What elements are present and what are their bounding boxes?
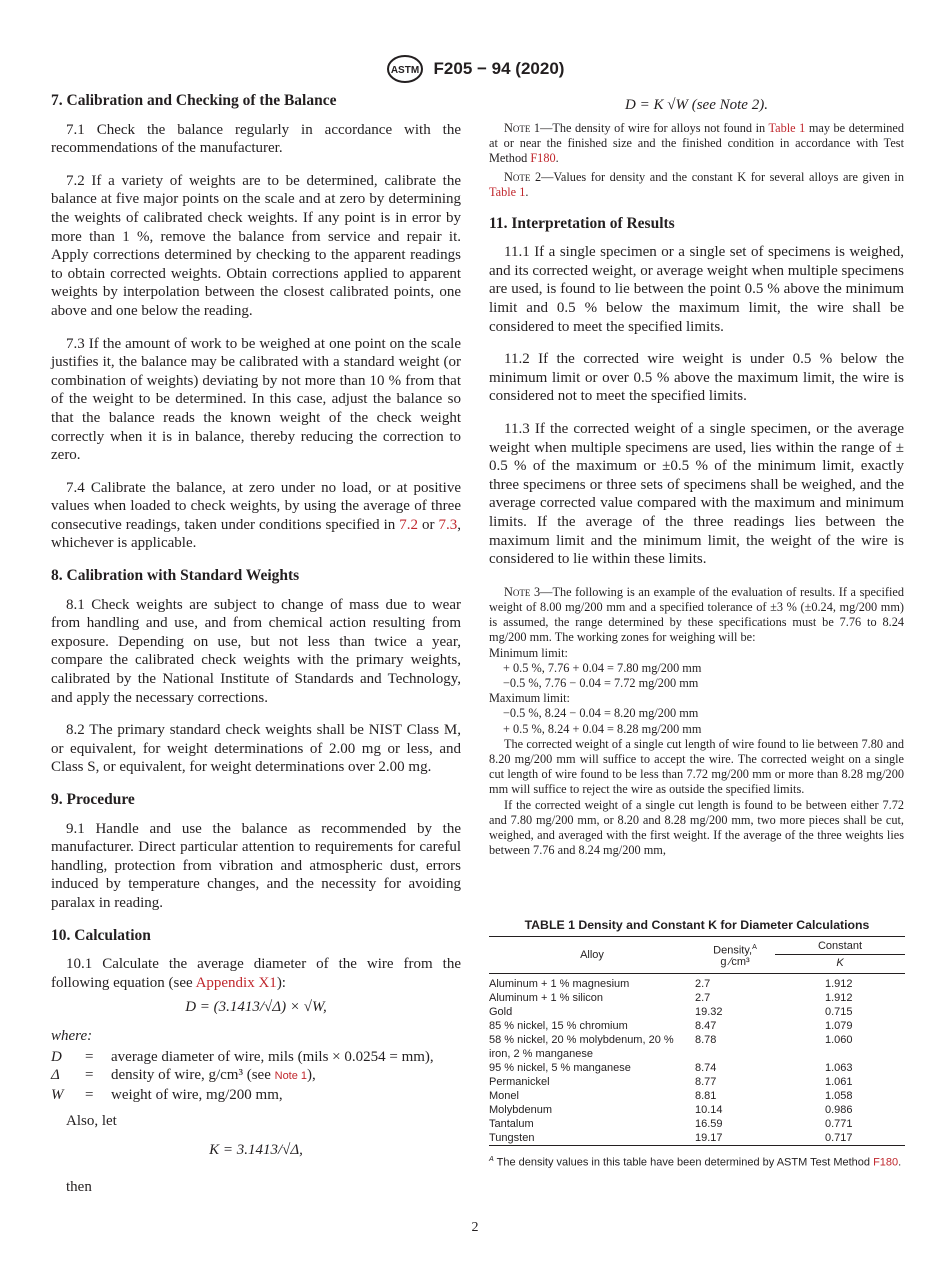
note-2-text-b: .: [525, 185, 529, 200]
header-density-unit: g ⁄cm³: [720, 955, 750, 968]
table-1-block: [489, 918, 905, 1170]
max-limit-line-2: + 0.5 %, 8.24 + 0.04 = 8.28 mg/200 mm: [503, 721, 702, 736]
astm-logo-text: ASTM: [390, 65, 419, 76]
constant-k-cell: 1.061: [825, 1076, 853, 1088]
alloy-cell: Molybdenum: [489, 1104, 552, 1116]
min-limit-line-1: + 0.5 %, 7.76 + 0.04 = 7.80 mg/200 mm: [503, 660, 702, 675]
note-1: [489, 121, 904, 167]
para-10-1-text-b: ):: [276, 974, 286, 991]
constant-k-cell: 1.912: [825, 992, 853, 1004]
para-10-1: [51, 955, 461, 992]
para-10-1-text-a: 10.1 Calculate the average diameter of the wire from the following equation (see: [51, 956, 461, 991]
alloy-cell: 95 % nickel, 5 % manganese: [489, 1062, 631, 1074]
para-7-4-or: or: [418, 516, 439, 533]
constant-k-cell: 1.079: [825, 1020, 853, 1032]
table-row: [489, 1033, 905, 1061]
right-column: [489, 96, 904, 858]
density-cell: 2.7: [695, 992, 711, 1004]
para-11-1: 11.1 If a single specimen or a single set of specimens is weighed, and its corrected weight, or average weight when multiple specimens are used, is found to lie between the point 0.5 % above the minimum limit and 0.5 % below the maximum limit, the wire shall be considered to meet the specified limits.: [489, 244, 904, 335]
link-7-2[interactable]: 7.2: [399, 516, 419, 533]
table-1-footnote: [489, 1152, 905, 1170]
link-7-3[interactable]: 7.3: [438, 516, 458, 533]
table-row: [489, 1075, 905, 1089]
symbol-definitions: [51, 1048, 438, 1105]
definition-row: [51, 1048, 438, 1067]
table-row: [489, 1089, 905, 1103]
definition-row: [51, 1066, 438, 1086]
max-limit-label: Maximum limit:: [489, 691, 570, 706]
def-symbol: Δ: [51, 1067, 60, 1084]
note-1-text-a: —The density of wire for alloys not found in: [540, 120, 769, 135]
constant-k-cell: 0.986: [825, 1104, 853, 1116]
header-density-label: Density,: [713, 944, 753, 957]
density-cell: 8.77: [695, 1076, 717, 1088]
def-description-tail: ),: [307, 1067, 316, 1084]
constant-k-cell: 1.058: [825, 1090, 853, 1102]
footnote-marker: A: [489, 1155, 494, 1163]
table-header-row: [489, 937, 905, 955]
table-row: [489, 1019, 905, 1033]
standard-designation: F205 − 94 (2020): [433, 59, 565, 78]
link-appendix-x1[interactable]: Appendix X1: [195, 974, 277, 991]
alloy-cell: 58 % nickel, 20 % molybdenum, 20 % iron, 2 % manganese: [489, 1034, 674, 1060]
para-7-1: 7.1 Check the balance regularly in accordance with the recommendations of the manufacturer.: [51, 121, 461, 157]
density-cell: 8.47: [695, 1020, 717, 1032]
alloy-cell: Permanickel: [489, 1076, 550, 1088]
para-7-3: 7.3 If the amount of work to be weighed at one point on the scale justifies it, the balance may be calibrated with a standard weight (or combination of weights) deviating by not more than 10 % from that of the weight to be determined. In this case, adjust the balance so that the balance reads the known weight of the check weight correctly when it is in balance, thereby reducing the correction to zero.: [51, 335, 461, 464]
section-11-title: 11. Interpretation of Results: [489, 214, 675, 232]
para-8-1: 8.1 Check weights are subject to change of mass due to wear from handling and use, and from chemical action resulting from exposure. Depending on use, but not less than twice a year, compare the calibrated check weights with the primary weights, calibrated by the National Institute of Standards and Technology, and apply the necessary corrections.: [51, 596, 461, 706]
density-cell: 19.17: [695, 1132, 723, 1144]
def-symbol: W: [51, 1086, 64, 1103]
equation-diameter: D = (3.1413/√Δ) × √W,: [185, 999, 327, 1016]
header-k: K: [836, 957, 844, 969]
para-7-4-text-b: , whichever is applicable.: [51, 516, 461, 552]
density-cell: 16.59: [695, 1118, 723, 1130]
constant-k-cell: 0.771: [825, 1118, 853, 1130]
density-cell: 8.81: [695, 1090, 717, 1102]
para-7-4: [51, 479, 461, 553]
max-limit-line-1: −0.5 %, 8.24 − 0.04 = 8.20 mg/200 mm: [503, 706, 699, 721]
note-2: [489, 170, 904, 200]
para-9-1: 9.1 Handle and use the balance as recommended by the manufacturer. Direct particular attention to requirements for careful handling, protection from vibration and atmospheric dust, errors induced by temperature changes, and the necessity for avoiding paralax in reading.: [51, 820, 461, 911]
constant-k-cell: 1.912: [825, 978, 853, 990]
def-description-text: density of wire, g/cm³ (see: [111, 1067, 275, 1084]
also-let: Also, let: [66, 1113, 117, 1130]
astm-logo-icon: [386, 54, 424, 84]
min-limit-line-2: −0.5 %, 7.76 − 0.04 = 7.72 mg/200 mm: [503, 675, 699, 690]
alloy-cell: Monel: [489, 1090, 519, 1102]
min-limit-label: Minimum limit:: [489, 645, 568, 660]
page-number: 2: [471, 1220, 479, 1235]
table-row: [489, 1005, 905, 1019]
para-7-4-text-a: 7.4 Calibrate the balance, at zero under no load, or at positive values when loaded to check weights, by using the average of three consecutive readings, taken under conditions specified in: [51, 479, 461, 533]
constant-k-cell: 1.063: [825, 1062, 853, 1074]
note-3-label: Note 3: [504, 584, 541, 599]
note-1-text-c: .: [555, 151, 559, 165]
table-row: [489, 1061, 905, 1075]
constant-k-cell: 0.715: [825, 1006, 853, 1018]
alloy-cell: Tungsten: [489, 1132, 535, 1144]
note-2-text-a: —Values for density and the constant K for several alloys are given in: [541, 170, 904, 185]
note-2-label: Note 2: [504, 170, 542, 185]
page-header: [0, 54, 950, 84]
table-row: [489, 1103, 905, 1117]
note-3-para-1: The corrected weight of a single cut length of wire found to lie between 7.80 and 8.20 mg/200 mm will suffice to accept the wire. The corrected weight on a single cut length of wire found to be less than 7.72 mg/200 mm or more than 8.28 mg/200 mm will suffice to reject the wire as outside the specified limits.: [489, 736, 904, 797]
note-1-label: Note 1: [504, 120, 541, 135]
link-table-1[interactable]: Table 1: [489, 185, 526, 200]
density-cell: 8.74: [695, 1062, 717, 1074]
section-10-title: 10. Calculation: [51, 926, 151, 944]
density-cell: 2.7: [695, 978, 711, 990]
link-note-1[interactable]: Note 1: [274, 1070, 308, 1083]
link-table-1[interactable]: Table 1: [768, 120, 806, 135]
alloy-cell: Tantalum: [489, 1118, 534, 1130]
alloy-cell: 85 % nickel, 15 % chromium: [489, 1020, 628, 1032]
def-equals: =: [85, 1048, 94, 1065]
note-1-text-b: may be determined at or near the finished size and the finished condition in accordance with Test Method: [489, 120, 904, 165]
para-11-3: 11.3 If the corrected weight of a single specimen, or the average weight when multiple specimens are used, lies within the range of ± 0.5 % of the maximum or ±0.5 % of the minimum limit, exactly three specimens or three sets of specimens shall be weighed, and the average corrected value compared with the maximum and minimum limits. If the average of the three readings lies between the maximum limit and the minimum limit, the weight of the wire is considered to lie within these limits.: [489, 420, 904, 568]
para-8-2: 8.2 The primary standard check weights shall be NIST Class M, or equivalent, for weight determinations of 2.00 mg or less, and Class S, or equivalent, for weight determinations over 2.00 mg.: [51, 722, 461, 776]
link-f180[interactable]: F180: [530, 151, 556, 165]
section-7-title: 7. Calibration and Checking of the Balance: [51, 92, 337, 109]
note-3: [489, 585, 904, 646]
header-density-footnote-marker: A: [752, 943, 757, 952]
left-column: [51, 92, 461, 1210]
link-f180[interactable]: F180: [873, 1156, 899, 1169]
note-3-para-2: If the corrected weight of a single cut length is found to be between either 7.72 and 7.80 mg/200 mm, or 8.20 and 8.28 mg/200 mm, two more pieces shall be cut, weighed, and averaged with the first weight. If the average of the three weights lies between 7.76 and 8.24 mg/200 mm,: [489, 797, 904, 858]
table-1-title: TABLE 1 Density and Constant K for Diameter Calculations: [524, 918, 870, 932]
definition-row: [51, 1086, 438, 1105]
def-equals: =: [85, 1067, 94, 1084]
section-9-title: 9. Procedure: [51, 791, 135, 808]
def-equals: =: [85, 1086, 94, 1103]
table-row: [489, 1117, 905, 1131]
density-cell: 19.32: [695, 1006, 723, 1018]
def-symbol: D: [51, 1048, 62, 1065]
section-8-title: 8. Calibration with Standard Weights: [51, 567, 300, 585]
header-constant: Constant: [775, 937, 905, 955]
constant-k-cell: 0.717: [825, 1132, 853, 1144]
footnote-end: .: [898, 1156, 902, 1169]
def-description: [111, 1066, 438, 1086]
table-1: [489, 936, 905, 1146]
equation-k: K = 3.1413/√Δ,: [209, 1141, 303, 1158]
header-density: [695, 937, 775, 974]
alloy-cell: Gold: [489, 1006, 513, 1018]
para-11-2: 11.2 If the corrected wire weight is under 0.5 % below the minimum limit or over 0.5 % above the maximum limit, the wire is considered not to meet the specified limits.: [489, 351, 904, 405]
def-description: average diameter of wire, mils (mils × 0.0254 = mm),: [111, 1048, 434, 1065]
note-3-intro: —The following is an example of the evaluation of results. If a specified weight of 8.00 mg/200 mm and a specified tolerance of ±3 % (±0.24, mg/200 mm) is assumed, the range determined by these specifications must be 7.76 to 8.24 mg/200 mm. The working zones for weighing will be:: [489, 584, 904, 645]
density-cell: 8.78: [695, 1034, 717, 1046]
equation-d-k: D = K √W (see Note 2).: [625, 97, 768, 113]
then-label: then: [66, 1178, 92, 1195]
density-cell: 10.14: [695, 1104, 723, 1116]
footnote-text: The density values in this table have been determined by ASTM Test Method: [493, 1156, 874, 1169]
constant-k-cell: 1.060: [825, 1034, 853, 1046]
where-label: where:: [51, 1027, 93, 1044]
alloy-cell: Aluminum + 1 % silicon: [489, 992, 604, 1004]
table-1-body: [489, 974, 905, 1146]
table-row: [489, 974, 905, 992]
table-row: [489, 1131, 905, 1146]
def-description: weight of wire, mg/200 mm,: [111, 1086, 283, 1103]
header-alloy: Alloy: [580, 949, 604, 961]
para-7-2: 7.2 If a variety of weights are to be determined, calibrate the balance at five major points on the scale and at zero by determining the weights of calibrated check weights. If any point is in error by more than 1 %, remove the balance from service and repair it. Apply corrections determined by checking to the apparent readings to obtain corrected weights. Obtain corrections applied to apparent weights by interpolation between the closest calibrated points, one above and one below the reading.: [51, 172, 461, 319]
table-row: [489, 991, 905, 1005]
alloy-cell: Aluminum + 1 % magnesium: [489, 978, 630, 990]
